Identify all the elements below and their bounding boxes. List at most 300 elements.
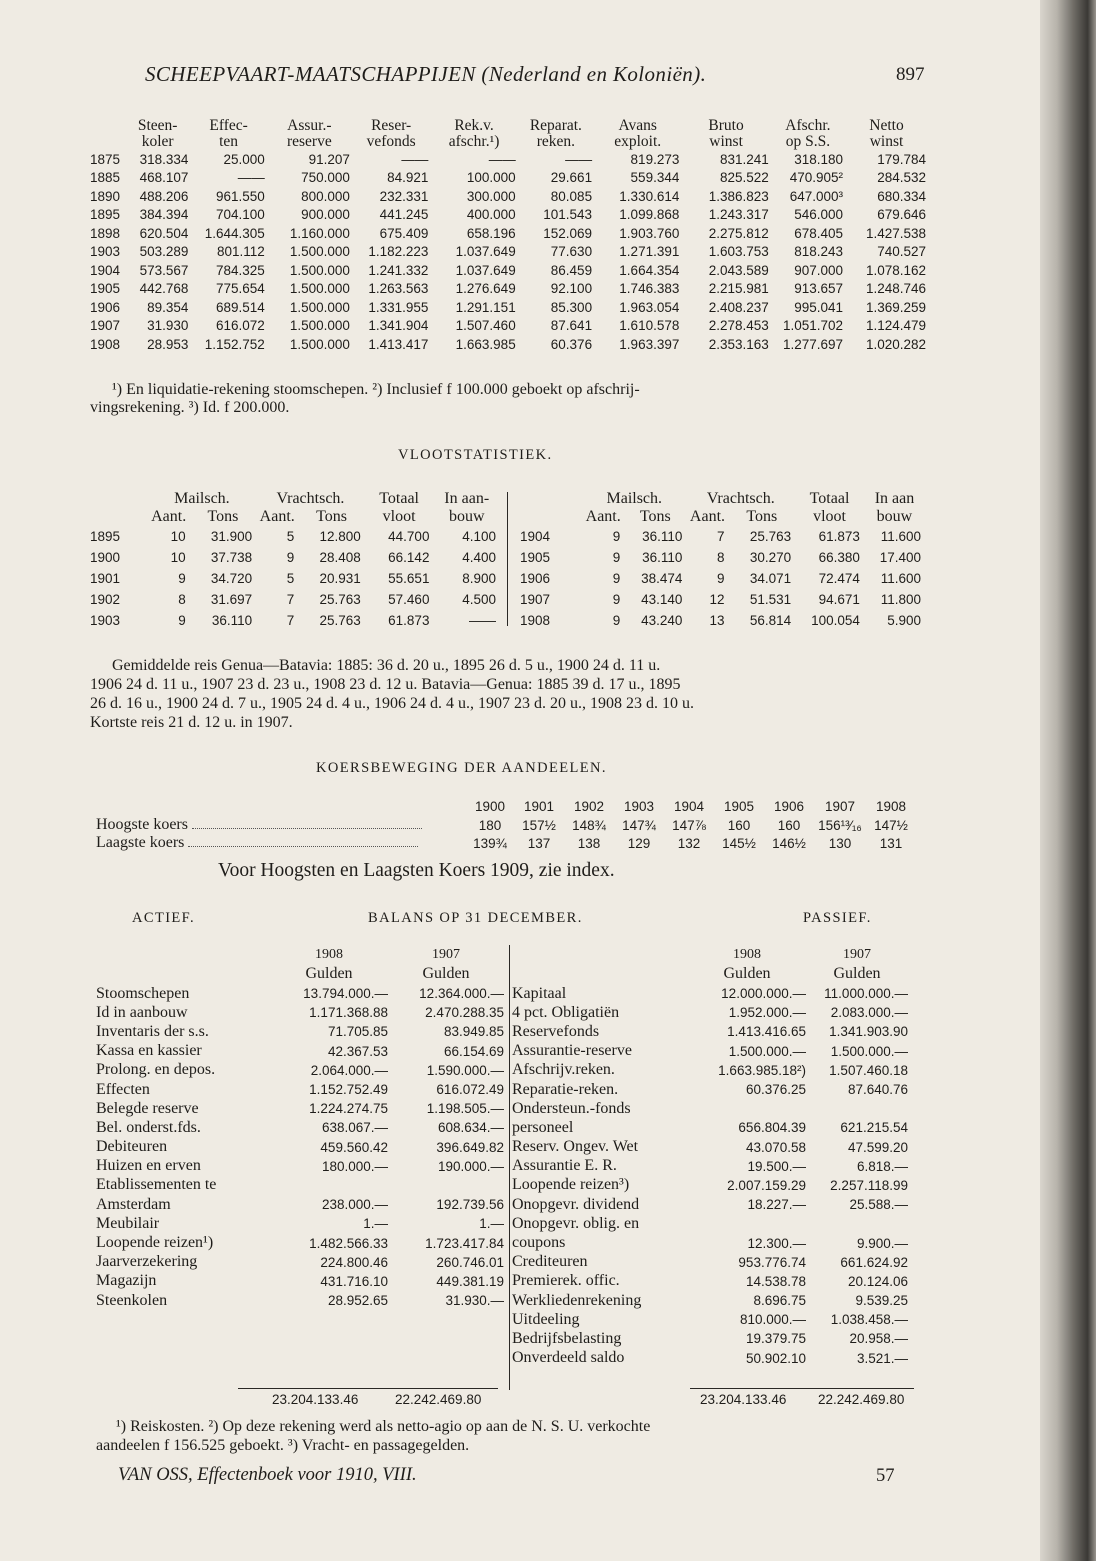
balance-item-label: Premierek. offic. — [512, 1272, 620, 1290]
balance-value-1907: 1.500.000.— — [830, 1043, 908, 1059]
balance-item-label: Reserv. Ongev. Wet — [512, 1138, 639, 1156]
fin-year-cell: 1903 — [90, 244, 121, 260]
fin-header-cell: Effec- — [209, 117, 248, 134]
balance-row — [512, 1253, 908, 1272]
balance-value-1907: 12.364.000.— — [419, 986, 504, 1002]
koers-value-cell: 147⅞ — [672, 817, 706, 833]
balance-item-label: Werkliedenrekening — [512, 1291, 642, 1309]
fin-header-cell: vefonds — [366, 133, 416, 150]
balance-year-header — [96, 946, 504, 964]
fin-value-cell: 470.905² — [789, 170, 843, 186]
koers-value-cell: 146½ — [772, 835, 806, 851]
fleet-value-cell: 100.054 — [811, 613, 860, 628]
fin-value-cell: 1.037.649 — [455, 262, 516, 278]
koers-row — [96, 816, 916, 834]
fin-value-cell: —— — [401, 151, 429, 167]
fin-value-cell: 2.408.237 — [708, 299, 769, 315]
fin-value-cell: 2.215.981 — [708, 281, 769, 297]
fin-header-cell: reserve — [286, 133, 332, 150]
fleet-table-right — [520, 490, 925, 631]
fin-value-cell: 800.000 — [301, 188, 350, 204]
fleet-value-cell: 4.500 — [462, 592, 496, 607]
fin-value-cell: —— — [565, 151, 593, 167]
balance-year-cell: 1908 — [733, 947, 761, 962]
balance-value-1908: 28.952.65 — [327, 1293, 388, 1309]
balance-value-1907: 1.590.000.— — [426, 1062, 504, 1078]
balance-value-1908: 638.067.— — [321, 1120, 388, 1136]
fin-value-cell: 1.386.823 — [708, 188, 769, 204]
fin-value-cell: 620.504 — [139, 225, 189, 241]
balance-item-label: Uitdeeling — [512, 1310, 580, 1328]
fin-value-cell: 784.325 — [215, 262, 265, 278]
fin-value-cell: 1.413.417 — [368, 336, 429, 352]
fin-value-cell: 831.241 — [720, 151, 769, 167]
balance-item-label: Assurantie-reserve — [512, 1042, 632, 1060]
fin-value-cell: 86.459 — [550, 262, 593, 278]
fleet-year-cell: 1901 — [90, 571, 121, 586]
balance-item-label: personeel — [512, 1118, 574, 1136]
balance-item-label: Crediteuren — [512, 1253, 588, 1271]
balance-row — [96, 1138, 504, 1157]
koers-row-label — [96, 834, 466, 852]
fin-row — [90, 280, 928, 299]
fin-value-cell: 775.654 — [215, 281, 265, 297]
fin-header-cell: exploit. — [614, 133, 662, 150]
balance-item-label: Meubilair — [96, 1214, 160, 1232]
fleet-value-cell: 7 — [286, 613, 295, 628]
fin-value-cell: 84.921 — [387, 170, 429, 186]
balance-row — [512, 1310, 908, 1329]
fleet-title: VLOOTSTATISTIEK. — [398, 447, 553, 463]
fin-value-cell: 689.514 — [215, 299, 265, 315]
fin-year-cell: 1908 — [90, 336, 121, 352]
passief-total-1907: 22.242.469.80 — [818, 1392, 905, 1407]
fin-row — [90, 317, 928, 336]
balance-value-1907: 608.634.— — [437, 1120, 504, 1136]
fin-value-cell: 1.331.955 — [368, 299, 429, 315]
koers-year-cell: 1901 — [523, 798, 555, 814]
travel-line-2: 1906 24 d. 11 u., 1907 23 d. 23 u., 1908 23 d. 12 u. Batavia—Genua: 1885 39 d. 17 u., 1895 — [90, 676, 681, 693]
fleet-value-cell: 9 — [612, 592, 621, 607]
fleet-value-cell: 5 — [286, 571, 295, 586]
fin-value-cell: 1.500.000 — [289, 244, 350, 260]
balance-item-label: Ondersteun.-fonds — [512, 1099, 631, 1117]
balance-value-1908: 810.000.— — [739, 1312, 806, 1328]
fin-value-cell: 1.500.000 — [289, 281, 350, 297]
fleet-divider — [507, 492, 508, 626]
fin-value-cell: 384.394 — [139, 207, 189, 223]
fin-value-cell: 1.500.000 — [289, 299, 350, 315]
balance-value-1908: 238.000.— — [321, 1197, 388, 1213]
balance-value-1907: 3.521.— — [856, 1350, 908, 1366]
balance-value-1907 — [806, 1214, 908, 1233]
koers-value-cell: 147½ — [874, 817, 908, 833]
fleet-header-cell: Totaal — [379, 490, 419, 507]
fin-header-cell: koler — [141, 133, 174, 150]
koers-value-cell: 160 — [727, 817, 751, 833]
fleet-value-cell: 9 — [178, 613, 186, 628]
fleet-value-cell: 94.671 — [818, 592, 860, 607]
fin-value-cell: 28.953 — [147, 336, 189, 352]
balance-item-label: Huizen en erven — [96, 1157, 201, 1175]
balance-value-1908: 60.376.25 — [745, 1082, 806, 1098]
fleet-year-cell: 1900 — [90, 550, 121, 565]
fin-value-cell: 1.500.000 — [289, 336, 350, 352]
balance-row — [512, 1003, 908, 1022]
fin-value-cell: 573.567 — [139, 262, 189, 278]
fin-value-cell: 1.277.697 — [782, 336, 843, 352]
fleet-header-cell: Vrachtsch. — [276, 490, 345, 507]
balance-value-1907: 83.949.85 — [443, 1024, 504, 1040]
fin-year-cell: 1905 — [90, 281, 121, 297]
fleet-header-row-2 — [520, 508, 925, 526]
fleet-value-cell: 9 — [612, 529, 621, 544]
balance-value-1907: 11.000.000.— — [824, 986, 908, 1002]
fin-value-cell: 1.610.578 — [619, 318, 680, 334]
balance-row — [512, 984, 908, 1003]
fleet-value-cell: 72.474 — [818, 571, 860, 586]
balance-item-label: Debiteuren — [96, 1138, 168, 1156]
fleet-value-cell: 9 — [178, 571, 186, 586]
fleet-row — [520, 568, 925, 589]
fin-value-cell: 616.072 — [215, 318, 265, 334]
balance-row — [96, 1080, 504, 1099]
fleet-row — [90, 568, 500, 589]
fleet-header-blank — [90, 508, 148, 526]
balance-item-label: Reservefonds — [512, 1022, 600, 1040]
fin-value-cell: 1.330.614 — [619, 188, 680, 204]
fin-row — [90, 224, 928, 243]
koers-leader-dots — [188, 835, 418, 847]
fin-value-cell: 25.000 — [223, 151, 265, 167]
fin-value-cell: 907.000 — [794, 262, 843, 278]
fleet-value-cell: 61.873 — [388, 613, 430, 628]
fleet-value-cell: 8.900 — [462, 571, 496, 586]
balance-value-1908: 19.379.75 — [745, 1331, 806, 1347]
balance-unit-cell: Gulden — [833, 965, 881, 982]
balance-value-1907: 1.038.458.— — [830, 1312, 908, 1328]
balance-value-1908: 12.000.000.— — [721, 986, 806, 1002]
fleet-value-cell: 7 — [717, 529, 725, 544]
fin-value-cell: —— — [237, 170, 265, 186]
balance-row — [96, 1253, 504, 1272]
fleet-row — [520, 526, 925, 547]
balance-value-1908: 1.500.000.— — [728, 1043, 806, 1059]
fin-value-cell: 1.291.151 — [455, 299, 516, 315]
fleet-header-blank — [520, 490, 582, 508]
balance-row — [96, 1233, 504, 1252]
passief-total-1908: 23.204.133.46 — [700, 1392, 787, 1407]
balance-item-label: Kassa en kassier — [96, 1042, 202, 1060]
balance-value-1907: 9.539.25 — [855, 1293, 908, 1309]
fin-value-cell: 468.107 — [139, 170, 189, 186]
balance-value-1907: 20.958.— — [849, 1331, 908, 1347]
fin-value-cell: 1.182.223 — [368, 244, 429, 260]
balance-value-1908: 459.560.42 — [320, 1139, 388, 1155]
fleet-header-cell: Mailsch. — [174, 490, 230, 507]
fin-header-cell: Avans — [618, 117, 657, 134]
book-spine-shadow — [1040, 0, 1096, 1561]
fin-value-cell: 1.020.282 — [865, 336, 926, 352]
koers-label-text: Laagste koers — [96, 834, 185, 851]
fleet-year-cell: 1907 — [520, 592, 551, 607]
actief-total-1907: 22.242.469.80 — [395, 1392, 482, 1407]
fleet-year-cell: 1895 — [90, 529, 121, 544]
balance-value-1908: 656.804.39 — [738, 1120, 806, 1136]
balance-value-1907: 396.649.82 — [436, 1139, 504, 1155]
fin-value-cell: 1.500.000 — [289, 262, 350, 278]
balance-value-1907: 1.723.417.84 — [425, 1235, 504, 1251]
footnote-1: ¹) Reiskosten. ²) Op deze rekening werd als netto-agio op aan de N. S. U. verkochte — [116, 1418, 651, 1435]
fleet-value-cell: 43.240 — [641, 613, 683, 628]
fleet-value-cell: 37.738 — [210, 550, 253, 565]
koers-value-cell: 157½ — [522, 817, 556, 833]
balance-row — [512, 1349, 908, 1368]
fleet-year-cell: 1903 — [90, 613, 121, 628]
fleet-value-cell: —— — [469, 613, 496, 628]
fleet-header-row-2 — [90, 508, 500, 526]
balance-row — [512, 1176, 908, 1195]
fleet-value-cell: 12 — [709, 592, 725, 607]
koers-year-cell: 1902 — [573, 798, 605, 814]
fin-header-cell: Assur.- — [287, 117, 332, 134]
koers-year-cell: 1908 — [875, 798, 907, 814]
koers-value-cell: 180 — [478, 817, 502, 833]
balance-row — [512, 1118, 908, 1137]
balance-header-blank — [512, 964, 688, 984]
balance-item-label: coupons — [512, 1234, 566, 1252]
fleet-subheader-cell: Tons — [639, 508, 671, 525]
fleet-value-cell: 36.110 — [642, 529, 683, 544]
fleet-value-cell: 9 — [612, 550, 621, 565]
balance-row — [96, 1061, 504, 1080]
fin-header-row — [90, 118, 928, 134]
fleet-header-cell: In aan- — [444, 490, 490, 507]
balance-header-blank — [96, 946, 270, 964]
koers-value-cell: 138 — [577, 835, 601, 851]
fin-value-cell: 819.273 — [630, 151, 680, 167]
fin-row — [90, 150, 928, 169]
koers-value-cell: 130 — [828, 835, 852, 851]
balance-item-label: Loopende reizen¹) — [96, 1234, 214, 1252]
balance-value-1907: 6.818.— — [856, 1158, 908, 1174]
balance-item-label: 4 pct. Obligatiën — [512, 1003, 620, 1021]
fleet-value-cell: 17.400 — [879, 550, 921, 565]
fin-value-cell: 680.334 — [877, 188, 926, 204]
balance-year-cell: 1908 — [315, 947, 343, 962]
actief-total-rule — [238, 1388, 498, 1389]
fin-value-cell: 900.000 — [301, 207, 350, 223]
fin-value-cell: 1.160.000 — [289, 225, 350, 241]
balance-row — [512, 1061, 908, 1080]
fin-header-cell: Reser- — [371, 117, 412, 134]
fin-value-cell: 559.344 — [630, 170, 680, 186]
koers-value-cell: 147¾ — [622, 817, 656, 833]
koers-leader-dots — [192, 817, 422, 829]
fleet-header-blank — [520, 508, 582, 526]
balance-value-1907 — [806, 1099, 908, 1118]
fleet-value-cell: 11.800 — [880, 592, 921, 607]
fin-header-cell: afschr.¹) — [448, 133, 500, 150]
balance-value-1908: 224.800.46 — [320, 1254, 388, 1270]
fin-value-cell: 488.206 — [139, 188, 189, 204]
balance-value-1908: 2.007.159.29 — [727, 1177, 806, 1193]
balance-item-label: Inventaris der s.s. — [96, 1022, 209, 1040]
fin-header-cell: reken. — [536, 133, 576, 150]
koers-year-cell: 1907 — [824, 798, 856, 814]
balance-value-1907: 66.154.69 — [443, 1043, 504, 1059]
balance-unit-cell: Gulden — [305, 965, 353, 982]
balance-value-1908: 14.538.78 — [745, 1273, 806, 1289]
balance-value-1908: 1.413.416.65 — [727, 1024, 806, 1040]
fleet-value-cell: 7 — [286, 592, 295, 607]
fin-value-cell: 1.963.054 — [619, 299, 680, 315]
balance-unit-header — [96, 964, 504, 984]
balance-value-1907: 20.124.06 — [847, 1273, 908, 1289]
koers-year-cell: 1900 — [474, 798, 506, 814]
fin-header-cell: Steen- — [137, 117, 178, 134]
balance-row — [512, 1272, 908, 1291]
fleet-value-cell: 36.110 — [642, 550, 683, 565]
koers-value-cell: 145½ — [722, 835, 756, 851]
fin-value-cell: 80.085 — [550, 188, 593, 204]
fin-value-cell: 1.037.649 — [455, 244, 516, 260]
balance-row — [512, 1329, 908, 1348]
fin-value-cell: 1.500.000 — [289, 318, 350, 334]
fleet-year-cell: 1908 — [520, 613, 551, 628]
balance-value-1907: 621.215.54 — [840, 1120, 908, 1136]
koers-label-text: Hoogste koers — [96, 816, 188, 833]
fin-value-cell: 441.245 — [379, 207, 429, 223]
balance-item-label: Onverdeeld saldo — [512, 1349, 625, 1367]
fleet-value-cell: 11.600 — [880, 571, 921, 586]
fleet-value-cell: 66.380 — [818, 550, 860, 565]
fin-value-cell: 2.275.812 — [708, 225, 769, 241]
fleet-value-cell: 31.900 — [210, 529, 253, 544]
fleet-value-cell: 20.931 — [319, 571, 361, 586]
actief-total-1908: 23.204.133.46 — [272, 1392, 359, 1407]
fin-value-cell: 92.100 — [550, 281, 593, 297]
fin-row — [90, 187, 928, 206]
balance-year-cell: 1907 — [843, 947, 871, 962]
balance-title: BALANS OP 31 DECEMBER. — [368, 910, 583, 926]
fin-value-cell: 300.000 — [466, 188, 516, 204]
fleet-value-cell: 61.873 — [818, 529, 860, 544]
koers-year-cell: 1905 — [723, 798, 755, 814]
balance-row — [96, 1272, 504, 1291]
fleet-value-cell: 38.474 — [641, 571, 683, 586]
balance-row — [96, 1176, 504, 1195]
fin-row — [90, 243, 928, 262]
fleet-value-cell: 43.140 — [641, 592, 683, 607]
balance-header-blank — [96, 964, 270, 984]
koers-value-cell: 137 — [527, 835, 551, 851]
page-number-top: 897 — [896, 64, 925, 85]
footnote-2: aandeelen f 156.525 geboekt. ³) Vracht- en passagegelden. — [96, 1437, 470, 1454]
fin-value-cell: 1.248.746 — [865, 281, 926, 297]
fin-value-cell: 101.543 — [543, 207, 593, 223]
fin-value-cell: 87.641 — [550, 318, 593, 334]
travel-line-4: Kortste reis 21 d. 12 u. in 1907. — [90, 714, 293, 731]
balance-item-label: Bedrijfsbelasting — [512, 1329, 622, 1347]
fin-header-cell: Bruto — [708, 117, 744, 134]
fleet-value-cell: 8 — [717, 550, 725, 565]
balance-value-1907: 1.507.460.18 — [829, 1062, 908, 1078]
balance-item-label: Bel. onderst.fds. — [96, 1118, 201, 1136]
koers-title: KOERSBEWEGING DER AANDEELEN. — [316, 760, 607, 776]
fin-year-cell: 1907 — [90, 318, 121, 334]
fleet-value-cell: 12.800 — [319, 529, 361, 544]
fleet-value-cell: 25.763 — [319, 592, 361, 607]
balance-value-1907: 616.072.49 — [436, 1082, 504, 1098]
fin-value-cell: 647.000³ — [789, 188, 843, 204]
fin-row — [90, 335, 928, 354]
fin-value-cell: 679.646 — [877, 207, 926, 223]
balance-item-label: Magazijn — [96, 1272, 157, 1290]
balance-row — [96, 1022, 504, 1041]
fin-value-cell: —— — [488, 151, 516, 167]
balance-row — [512, 1099, 908, 1118]
fleet-value-cell: 44.700 — [388, 529, 430, 544]
koers-note: Voor Hoogsten en Laagsten Koers 1909, zie index. — [218, 860, 615, 881]
fleet-value-cell: 10 — [170, 529, 186, 544]
balance-row — [512, 1080, 908, 1099]
fin-value-cell: 801.112 — [216, 244, 265, 260]
fleet-value-cell: 9 — [612, 571, 621, 586]
fin-row — [90, 169, 928, 188]
fin-value-cell: 1.271.391 — [619, 244, 680, 260]
balance-value-1908: 1.482.566.33 — [309, 1235, 388, 1251]
balance-item-label: Id in aanbouw — [96, 1003, 188, 1021]
fin-header-cell: ten — [219, 133, 239, 150]
fleet-value-cell: 9 — [286, 550, 295, 565]
koers-row-label — [96, 816, 466, 834]
balance-unit-header — [512, 964, 908, 984]
travel-line-1: Gemiddelde reis Genua—Batavia: 1885: 36 d. 20 u., 1895 26 d. 5 u., 1900 24 d. 11 u. — [112, 657, 661, 674]
fin-value-cell: 818.243 — [794, 244, 843, 260]
koers-year-cell: 1906 — [773, 798, 805, 814]
financial-table — [90, 118, 928, 354]
balance-passief-label: PASSIEF. — [803, 910, 872, 926]
balance-value-1908: 19.500.— — [747, 1158, 806, 1174]
koers-row — [96, 834, 916, 852]
fleet-value-cell: 11.600 — [880, 529, 921, 544]
balance-item-label: Afschrijv.reken. — [512, 1061, 615, 1079]
balance-value-1907: 2.470.288.35 — [425, 1005, 504, 1021]
fleet-header-row-1 — [520, 490, 925, 508]
balance-item-label: Belegde reserve — [96, 1099, 199, 1117]
fin-year-cell: 1904 — [90, 262, 121, 278]
fin-value-cell: 89.354 — [147, 299, 189, 315]
fin-value-cell: 1.243.317 — [708, 207, 769, 223]
fin-value-cell: 503.289 — [139, 244, 189, 260]
running-title: SCHEEPVAART-MAATSCHAPPIJEN (Nederland en Koloniën). — [145, 62, 707, 86]
fin-value-cell: 318.334 — [139, 151, 189, 167]
balance-value-1907: 1.198.505.— — [426, 1101, 504, 1117]
balance-value-1908 — [688, 1099, 806, 1118]
balance-item-label: Amsterdam — [96, 1195, 171, 1213]
fin-value-cell: 1.124.479 — [865, 318, 926, 334]
balance-unit-cell: Gulden — [422, 965, 470, 982]
fin-value-cell: 1.276.649 — [455, 281, 516, 297]
balance-value-1907: 190.000.— — [437, 1158, 504, 1174]
fin-value-cell: 995.041 — [794, 299, 843, 315]
fleet-value-cell: 4.100 — [462, 529, 496, 544]
fin-value-cell: 100.000 — [466, 170, 516, 186]
balance-item-label: Assurantie E. R. — [512, 1157, 617, 1175]
balance-value-1907: 192.739.56 — [436, 1197, 504, 1213]
balance-value-1908: 2.064.000.— — [310, 1062, 388, 1078]
